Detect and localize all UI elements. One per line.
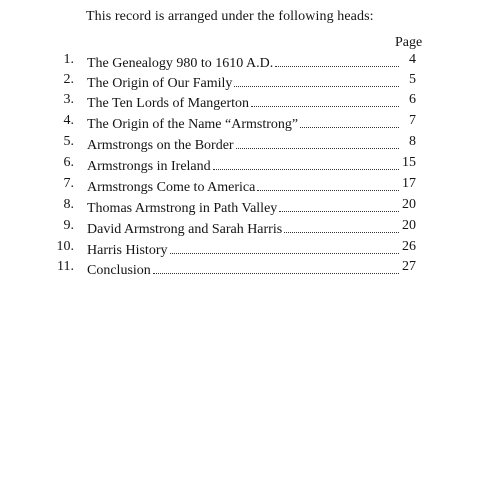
toc-entry-title: Armstrongs Come to America bbox=[87, 180, 256, 195]
dot-leader bbox=[153, 273, 399, 274]
toc-row bbox=[0, 52, 480, 72]
toc-entry-title: The Origin of Our Family bbox=[87, 76, 233, 91]
toc-entry-page: 27 bbox=[402, 259, 416, 274]
toc-entry-line bbox=[87, 155, 401, 175]
toc-row bbox=[0, 176, 480, 196]
toc-entry-page: 6 bbox=[409, 92, 416, 107]
toc-row bbox=[0, 259, 480, 279]
toc-entry-title: Harris History bbox=[87, 243, 168, 258]
toc-entry-title: Armstrongs in Ireland bbox=[87, 159, 211, 174]
toc-entry-page: 26 bbox=[402, 239, 416, 254]
toc-entry-number: 1. bbox=[63, 52, 74, 67]
toc-entry-line bbox=[87, 239, 401, 259]
dot-leader bbox=[279, 211, 399, 212]
toc-entry-page: 20 bbox=[402, 218, 416, 233]
toc-entry-number: 9. bbox=[63, 218, 74, 233]
dot-leader bbox=[213, 169, 399, 170]
toc-entry-number: 2. bbox=[63, 72, 74, 87]
toc-entry-page: 4 bbox=[409, 52, 416, 67]
dot-leader bbox=[257, 190, 399, 191]
toc-entry-line bbox=[87, 92, 401, 112]
toc-entry-number: 8. bbox=[63, 197, 74, 212]
toc-row bbox=[0, 113, 480, 133]
toc-entry-line bbox=[87, 259, 401, 279]
dot-leader bbox=[284, 232, 399, 233]
toc-entry-number: 6. bbox=[63, 155, 74, 170]
dot-leader bbox=[251, 106, 399, 107]
dot-leader bbox=[275, 66, 399, 67]
toc-row bbox=[0, 197, 480, 217]
toc-entry-number: 4. bbox=[63, 113, 74, 128]
toc-entry-number: 10. bbox=[56, 239, 74, 254]
toc-entry-page: 17 bbox=[402, 176, 416, 191]
toc-row bbox=[0, 134, 480, 154]
toc-entry-page: 20 bbox=[402, 197, 416, 212]
toc-entry-page: 7 bbox=[409, 113, 416, 128]
toc-entry-title: The Origin of the Name “Armstrong” bbox=[87, 117, 299, 132]
toc-entry-number: 11. bbox=[57, 259, 74, 274]
toc-entry-title: Thomas Armstrong in Path Valley bbox=[87, 201, 278, 216]
dot-leader bbox=[234, 86, 399, 87]
toc-entry-line bbox=[87, 197, 401, 217]
toc-entry-title: Conclusion bbox=[87, 263, 151, 278]
toc-entry-line bbox=[87, 134, 401, 154]
toc-entry-page: 8 bbox=[409, 134, 416, 149]
toc-entry-line bbox=[87, 113, 401, 133]
dot-leader bbox=[170, 253, 400, 254]
toc-entry-line bbox=[87, 52, 401, 72]
toc-entry-title: David Armstrong and Sarah Harris bbox=[87, 222, 283, 237]
toc-entry-page: 15 bbox=[402, 155, 416, 170]
toc-row bbox=[0, 92, 480, 112]
toc-row bbox=[0, 155, 480, 175]
toc-row bbox=[0, 72, 480, 92]
dot-leader bbox=[236, 148, 399, 149]
toc-entry-number: 3. bbox=[63, 92, 74, 107]
toc-row bbox=[0, 218, 480, 238]
toc-entry-line bbox=[87, 218, 401, 238]
page-column-label: Page bbox=[395, 35, 423, 50]
toc-entry-title: The Genealogy 980 to 1610 A.D. bbox=[87, 56, 274, 71]
toc-entry-line bbox=[87, 176, 401, 196]
toc-row bbox=[0, 239, 480, 259]
toc-heading: This record is arranged under the following heads: bbox=[86, 9, 374, 24]
toc-entry-title: Armstrongs on the Border bbox=[87, 138, 234, 153]
toc-entry-line bbox=[87, 72, 401, 92]
toc-entry-page: 5 bbox=[409, 72, 416, 87]
toc-entry-number: 7. bbox=[63, 176, 74, 191]
toc-entry-title: The Ten Lords of Mangerton bbox=[87, 96, 250, 111]
dot-leader bbox=[300, 127, 399, 128]
toc-entry-number: 5. bbox=[63, 134, 74, 149]
